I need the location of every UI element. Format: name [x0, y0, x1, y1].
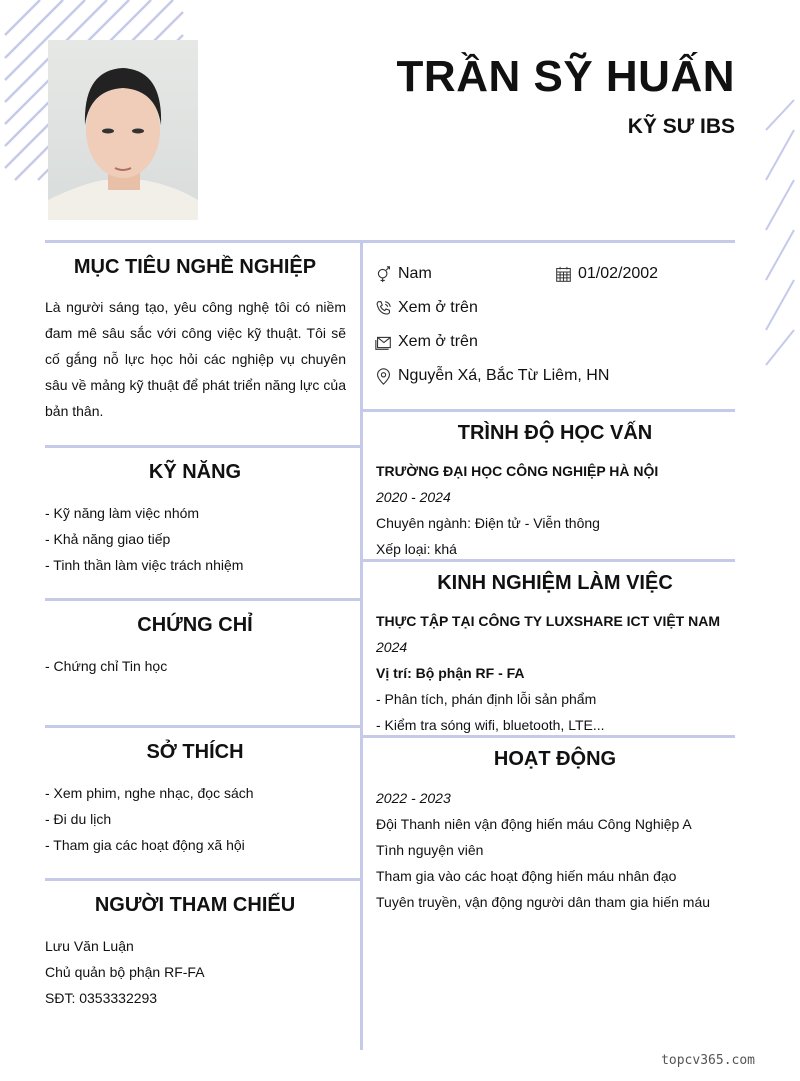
contact-dob: 01/02/2002: [555, 265, 658, 283]
experience-item: - Phân tích, phán định lỗi sản phẩm: [376, 691, 597, 707]
divider: [45, 445, 360, 448]
reference-title: NGƯỜI THAM CHIẾU: [94, 894, 296, 916]
activity-item: Tham gia vào các hoạt động hiến máu nhân đạo: [376, 868, 677, 884]
contact-email: Xem ở trên: [375, 333, 478, 351]
candidate-role: KỸ SƯ IBS: [627, 115, 735, 138]
reference-item: Lưu Văn Luận: [45, 938, 134, 954]
contact-address: Nguyễn Xá, Bắc Từ Liêm, HN: [375, 367, 609, 385]
skill-item: - Kỹ năng làm việc nhóm: [45, 505, 200, 521]
calendar-icon: [555, 266, 572, 283]
contact-gender: Nam: [375, 265, 432, 283]
objective-text: Là người sáng tạo, yêu công nghệ tôi có niềm đam mê sâu sắc với công việc kỹ thuật. Tôi sẽ cố gắng nỗ lực học hỏi các nghiệp vụ chuyên sâu về mảng kỹ thuật để phát triển năng lực của bản thân.: [45, 299, 346, 419]
school-name: TRƯỜNG ĐẠI HỌC CÔNG NGHIỆP HÀ NỘI: [376, 463, 659, 479]
certificate-item: - Chứng chỉ Tin học: [45, 658, 168, 674]
contact-phone: Xem ở trên: [375, 299, 478, 317]
hobbies-list: [45, 780, 254, 858]
reference-list: [45, 933, 205, 1011]
objective-title: MỤC TIÊU NGHỀ NGHIỆP: [73, 256, 317, 278]
divider: [45, 725, 360, 728]
experience-block: [376, 608, 720, 738]
skills-list: [45, 500, 243, 578]
activities-title: HOẠT ĐỘNG: [493, 748, 617, 770]
skills-title: KỸ NĂNG: [148, 461, 242, 483]
gender-icon: [375, 266, 392, 283]
reference-item: Chủ quản bộ phận RF-FA: [45, 964, 205, 980]
divider: [363, 409, 735, 412]
education-grade: Xếp loại: khá: [376, 541, 457, 557]
education-block: [376, 458, 658, 562]
hobby-item: - Đi du lịch: [45, 811, 112, 827]
reference-item: SĐT: 0353332293: [45, 990, 158, 1006]
phone-icon: [375, 300, 392, 317]
decorative-stripes-right: [760, 95, 800, 375]
experience-period: 2024: [376, 639, 408, 655]
activity-item: Tuyên truyền, vận động người dân tham gia hiến máu: [376, 894, 711, 910]
education-major: Chuyên ngành: Điện tử - Viễn thông: [376, 515, 600, 531]
divider: [45, 240, 735, 243]
activity-item: Đội Thanh niên vận động hiến máu Công Nghiệp A: [376, 816, 692, 832]
divider: [45, 878, 360, 881]
experience-title: KINH NGHIỆM LÀM VIỆC: [437, 572, 673, 594]
skill-item: - Khả năng giao tiếp: [45, 531, 171, 547]
experience-item: - Kiểm tra sóng wifi, bluetooth, LTE...: [376, 717, 605, 733]
experience-position: Vị trí: Bộ phận RF - FA: [376, 665, 525, 681]
skill-item: - Tinh thần làm việc trách nhiệm: [45, 557, 244, 573]
company-name: THỰC TẬP TẠI CÔNG TY LUXSHARE ICT VIỆT NAM: [376, 613, 720, 629]
email-icon: [375, 334, 392, 351]
profile-photo: [48, 40, 198, 220]
footer-brand: topcv365.com: [661, 1053, 755, 1068]
hobby-item: - Tham gia các hoạt động xã hội: [45, 837, 245, 853]
divider: [45, 598, 360, 601]
hobbies-title: SỞ THÍCH: [146, 741, 244, 763]
activities-block: [376, 785, 710, 915]
activities-period: 2022 - 2023: [376, 790, 451, 806]
divider: [360, 240, 363, 1050]
activity-item: Tình nguyện viên: [376, 842, 484, 858]
hobby-item: - Xem phim, nghe nhạc, đọc sách: [45, 785, 254, 801]
certificates-title: CHỨNG CHỈ: [137, 614, 253, 636]
location-icon: [375, 368, 392, 385]
education-title: TRÌNH ĐỘ HỌC VẤN: [457, 422, 653, 444]
education-period: 2020 - 2024: [376, 489, 451, 505]
candidate-name: TRẦN SỸ HUẤN: [396, 52, 735, 101]
